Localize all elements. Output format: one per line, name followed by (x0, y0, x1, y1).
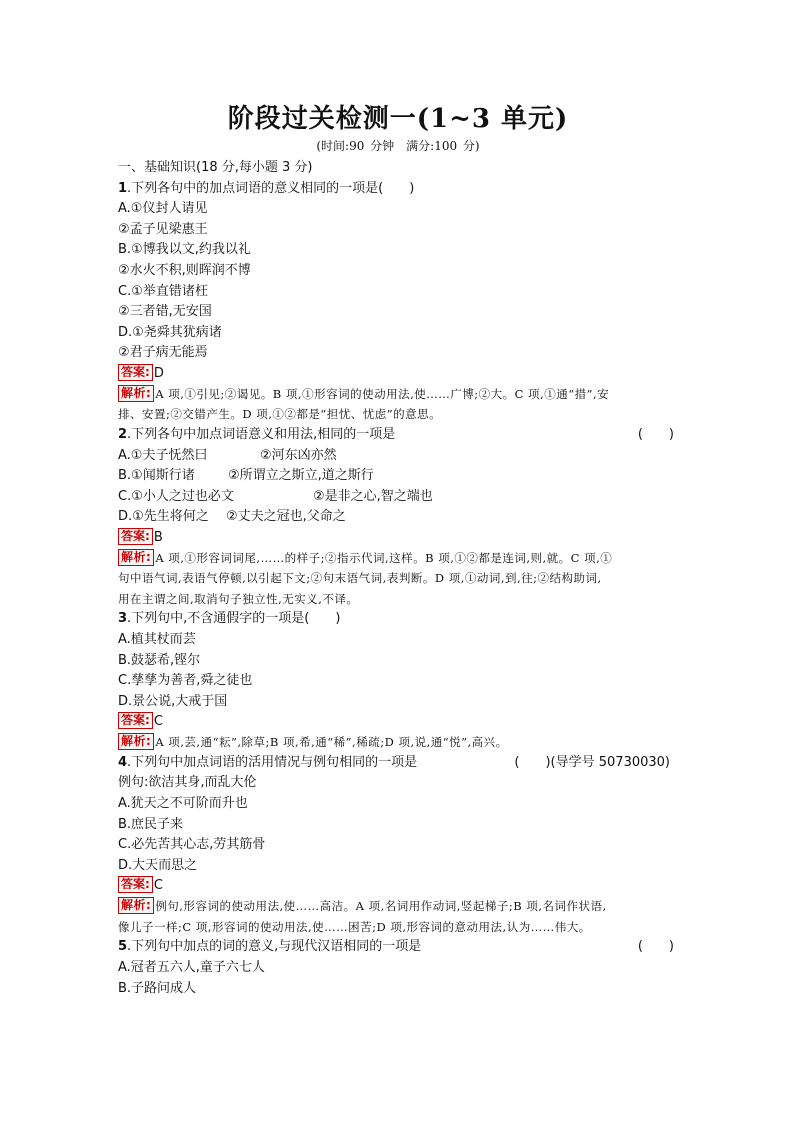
option-line: ②三者错,无安国 (118, 304, 212, 320)
question-text: .下列各句中加点词语意义和用法,相同的一项是 (127, 426, 396, 442)
option-line: D.①尧舜其犹病诸 (118, 324, 222, 340)
answer-row (118, 364, 678, 384)
answer-value: B (153, 529, 163, 545)
answer-value: C (153, 714, 163, 730)
analysis-text: A 项,芸,通“耘”,除草;B 项,希,通“稀”,稀疏;D 项,说,通“悦”,高兴。 (155, 735, 508, 750)
question-4-stem (118, 753, 678, 774)
option-line: B.①闻斯行诸 ②所谓立之斯立,道之斯行 (118, 468, 374, 484)
analysis-block (118, 732, 678, 753)
question-number: 2 (118, 426, 128, 442)
option-line: A.冠者五六人,童子六七人 (118, 960, 265, 976)
question-text: .下列各句中的加点词语的意义相同的一项是( ) (127, 180, 415, 196)
analysis-text: 句中语气词,表语气停顿,以引起下文;②句末语气词,表判断。D 项,①动词,到,往;②结构助词, (118, 571, 602, 586)
answer-label: 答案: (118, 712, 153, 729)
answer-label: 答案: (118, 364, 153, 381)
example-sentence: 例句:欲洁其身,而乱大伦 (118, 775, 257, 791)
option-line: A.犹天之不可阶而升也 (118, 796, 248, 812)
answer-value: D (153, 365, 164, 381)
option-line: ②君子病无能焉 (118, 345, 208, 361)
answer-label: 答案: (118, 876, 153, 893)
option-line: B.子路问成人 (118, 980, 197, 996)
option-line: C.孳孳为善者,舜之徒也 (118, 673, 253, 689)
answer-blank-guide-number: ( )(导学号 50730030) (514, 754, 670, 770)
question-3-stem (118, 609, 678, 630)
section-heading: 一、基础知识(18 分,每小题 3 分) (118, 160, 313, 175)
analysis-text: 排、安置;②交错产生。D 项,①②都是“担忧、忧虑”的意思。 (118, 407, 442, 422)
option-line: C.必先苦其心志,劳其筋骨 (118, 837, 266, 853)
answer-row (118, 528, 678, 548)
question-text: .下列句中加点词语的活用情况与例句相同的一项是 (127, 754, 418, 770)
analysis-text: 像儿子一样;C 项,形容词的使动用法,使……困苦;D 项,形容词的意动用法,认为……伟大。 (118, 919, 591, 934)
answer-row (118, 712, 678, 732)
analysis-text: A 项,①引见;②谒见。B 项,①形容词的使动用法,使……广博;②大。C 项,①通“措”,安 (155, 386, 610, 401)
analysis-text: 例句,形容词的使动用法,使……高洁。A 项,名词用作动词,竖起梯子;B 项,名词作状语, (155, 899, 607, 914)
analysis-block (118, 384, 678, 425)
answer-blank: ( ) (637, 939, 674, 955)
option-line: B.鼓瑟希,铿尔 (118, 652, 201, 668)
answer-value: C (153, 878, 163, 894)
question-number: 3 (118, 611, 128, 627)
analysis-label: 解析: (118, 385, 154, 402)
question-number: 1 (118, 180, 128, 196)
analysis-label: 解析: (118, 549, 154, 566)
option-line: D.①先生将何之 ②丈夫之冠也,父命之 (118, 509, 346, 525)
question-text: .下列句中加点的词的意义,与现代汉语相同的一项是 (127, 939, 422, 955)
document-page (118, 102, 678, 999)
option-line: C.①小人之过也必文 ②是非之心,智之端也 (118, 488, 433, 504)
analysis-text: 用在主谓之间,取消句子独立性,无实义,不译。 (118, 591, 359, 606)
option-line: ②孟子见梁惠王 (118, 221, 208, 237)
analysis-block (118, 548, 678, 610)
answer-label: 答案: (118, 528, 153, 545)
question-number: 5 (118, 939, 128, 955)
question-5-stem (118, 937, 678, 958)
option-line: D.景公说,大戒于国 (118, 693, 228, 709)
analysis-text: A 项,①形容词词尾,……的样子;②指示代词,这样。B 项,①②都是连词,则,就。C 项,① (155, 550, 613, 565)
question-number: 4 (118, 754, 128, 770)
option-line: A.①仪封人请见 (118, 201, 208, 217)
answer-blank: ( ) (637, 426, 674, 442)
option-line: A.①夫子怃然曰 ②河东凶亦然 (118, 447, 337, 463)
analysis-label: 解析: (118, 733, 154, 750)
analysis-label: 解析: (118, 897, 154, 914)
option-line: A.植其杖而芸 (118, 632, 196, 647)
analysis-block (118, 896, 678, 937)
option-line: B.①博我以文,约我以礼 (118, 242, 251, 258)
question-2-stem (118, 425, 678, 446)
option-line: B.庶民子来 (118, 816, 184, 832)
page-title: 阶段过关检测一(1~3 单元) (227, 104, 569, 134)
question-1-stem (118, 179, 678, 200)
question-text: .下列句中,不含通假字的一项是( ) (127, 611, 341, 627)
option-line: C.①举直错诸枉 (118, 283, 208, 299)
option-line: ②水火不积,则晖润不博 (118, 262, 251, 278)
answer-row (118, 876, 678, 896)
page-subtitle: (时间:90 分钟 满分:100 分) (316, 139, 480, 153)
option-line: D.大天而思之 (118, 857, 198, 873)
